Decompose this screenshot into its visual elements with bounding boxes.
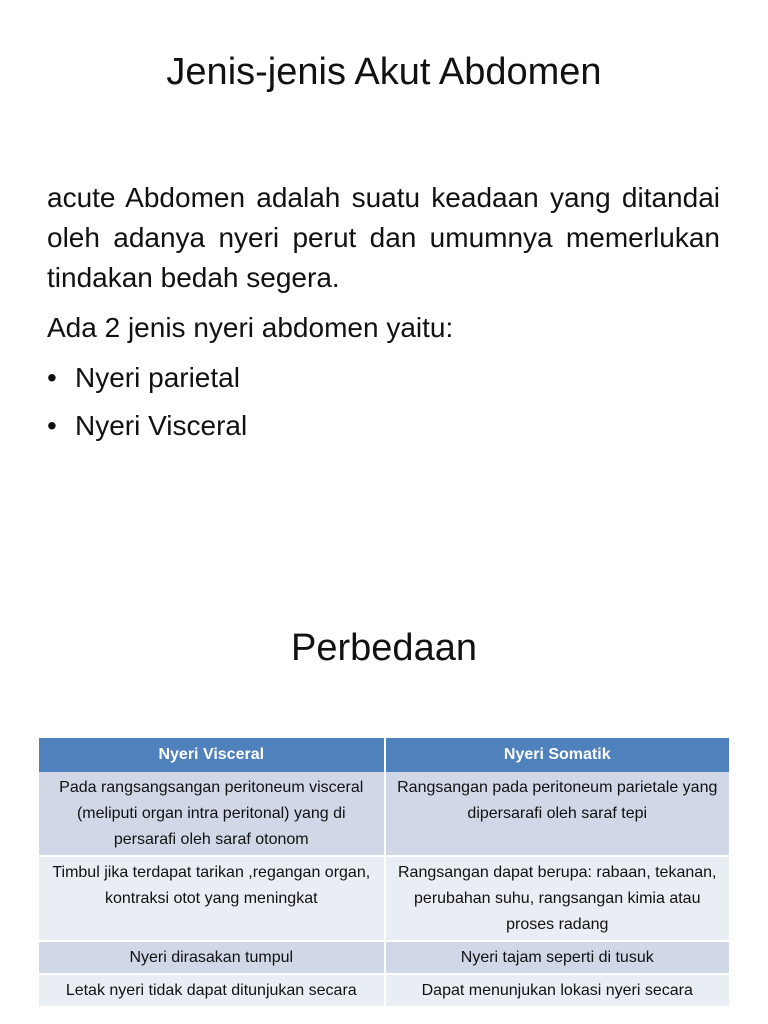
column-header-visceral: Nyeri Visceral bbox=[39, 738, 385, 772]
comparison-table bbox=[39, 738, 731, 1008]
table-cell: Timbul jika terdapat tarikan ,regangan organ, kontraksi otot yang meningkat bbox=[39, 856, 385, 941]
table-cell: Rangsangan pada peritoneum parietale yang dipersarafi oleh saraf tepi bbox=[385, 772, 731, 856]
table-cell: Dapat menunjukan lokasi nyeri secara bbox=[385, 974, 731, 1007]
definition-paragraph: acute Abdomen adalah suatu keadaan yang ditandai oleh adanya nyeri perut dan umumnya memerlukan tindakan bedah segera. bbox=[47, 182, 720, 293]
column-header-somatik: Nyeri Somatik bbox=[385, 738, 731, 772]
bullet-icon: • bbox=[47, 410, 57, 441]
bullet-text: Nyeri parietal bbox=[75, 362, 240, 393]
table-cell: Nyeri dirasakan tumpul bbox=[39, 941, 385, 974]
table-cell: Nyeri tajam seperti di tusuk bbox=[385, 941, 731, 974]
table-row bbox=[39, 974, 730, 1007]
table-row bbox=[39, 941, 730, 974]
bullet-icon: • bbox=[47, 362, 57, 393]
table-row bbox=[39, 856, 730, 941]
table-cell: Rangsangan dapat berupa: rabaan, tekanan, perubahan suhu, rangsangan kimia atau proses radang bbox=[385, 856, 731, 941]
bullet-item bbox=[47, 358, 720, 398]
table-header-row bbox=[39, 738, 730, 772]
bullet-item bbox=[47, 406, 720, 446]
slide-body bbox=[47, 178, 720, 454]
bullet-text: Nyeri Visceral bbox=[75, 410, 248, 441]
table-cell: Pada rangsangsangan peritoneum visceral (meliputi organ intra peritonal) yang di persarafi oleh saraf otonom bbox=[39, 772, 385, 856]
slide-title: Perbedaan bbox=[291, 627, 477, 669]
intro-line: Ada 2 jenis nyeri abdomen yaitu: bbox=[47, 312, 454, 343]
slide-2 bbox=[0, 560, 768, 1024]
slide-title: Jenis-jenis Akut Abdomen bbox=[166, 51, 602, 93]
table-cell: Letak nyeri tidak dapat ditunjukan secara bbox=[39, 974, 385, 1007]
table-row bbox=[39, 772, 730, 856]
